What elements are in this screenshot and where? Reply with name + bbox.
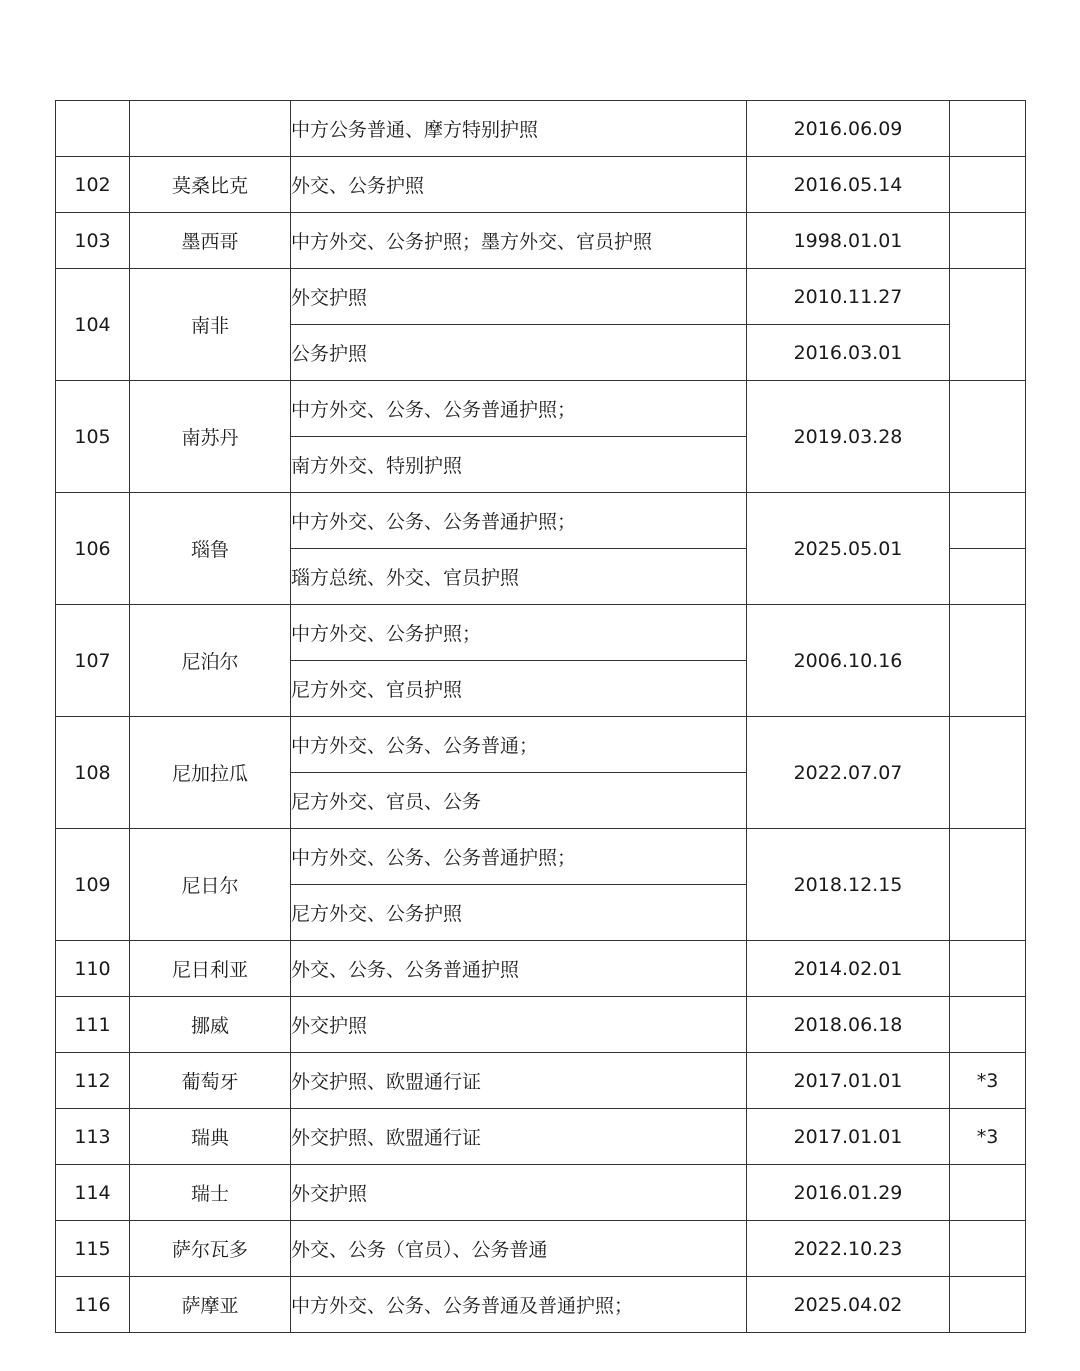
effective-date: 2010.11.27 — [747, 269, 950, 325]
passport-types: 外交、公务、公务普通护照 — [291, 941, 747, 997]
passport-types: 外交护照 — [291, 997, 747, 1053]
remark — [950, 717, 1026, 829]
row-number: 105 — [56, 381, 130, 493]
row-number: 107 — [56, 605, 130, 717]
country-name: 挪威 — [130, 997, 291, 1053]
remark — [950, 549, 1026, 605]
passport-types: 中方外交、公务、公务普通； — [291, 717, 747, 773]
table-row — [56, 1109, 1026, 1165]
row-number: 104 — [56, 269, 130, 381]
table-row — [56, 1165, 1026, 1221]
passport-types: 外交护照 — [291, 1165, 747, 1221]
row-number: 112 — [56, 1053, 130, 1109]
row-number: 114 — [56, 1165, 130, 1221]
passport-types: 瑙方总统、外交、官员护照 — [291, 549, 747, 605]
effective-date: 2025.04.02 — [747, 1277, 950, 1333]
remark — [950, 605, 1026, 717]
passport-types: 中方外交、公务、公务普通护照； — [291, 829, 747, 885]
row-number: 106 — [56, 493, 130, 605]
row-number: 113 — [56, 1109, 130, 1165]
remark — [950, 1165, 1026, 1221]
table-row — [56, 605, 1026, 661]
row-number: 111 — [56, 997, 130, 1053]
effective-date: 2018.12.15 — [747, 829, 950, 941]
remark — [950, 829, 1026, 941]
country-name: 尼泊尔 — [130, 605, 291, 717]
country-name: 葡萄牙 — [130, 1053, 291, 1109]
effective-date: 2006.10.16 — [747, 605, 950, 717]
row-number: 102 — [56, 157, 130, 213]
country-name: 尼日尔 — [130, 829, 291, 941]
remark — [950, 213, 1026, 269]
effective-date: 2016.05.14 — [747, 157, 950, 213]
passport-types: 外交护照 — [291, 269, 747, 325]
country-name: 瑞士 — [130, 1165, 291, 1221]
row-number — [56, 101, 130, 157]
passport-types: 外交、公务（官员）、公务普通 — [291, 1221, 747, 1277]
table-row — [56, 997, 1026, 1053]
passport-types: 外交护照、欧盟通行证 — [291, 1109, 747, 1165]
table-row — [56, 101, 1026, 157]
country-name — [130, 101, 291, 157]
country-name: 萨尔瓦多 — [130, 1221, 291, 1277]
row-number: 110 — [56, 941, 130, 997]
country-name: 南苏丹 — [130, 381, 291, 493]
effective-date: 2022.10.23 — [747, 1221, 950, 1277]
effective-date: 2017.01.01 — [747, 1053, 950, 1109]
passport-types: 尼方外交、官员护照 — [291, 661, 747, 717]
country-name: 瑙鲁 — [130, 493, 291, 605]
effective-date: 2016.06.09 — [747, 101, 950, 157]
passport-types: 尼方外交、官员、公务 — [291, 773, 747, 829]
passport-types: 中方外交、公务、公务普通及普通护照； — [291, 1277, 747, 1333]
passport-types: 中方公务普通、摩方特别护照 — [291, 101, 747, 157]
passport-types: 中方外交、公务、公务普通护照； — [291, 493, 747, 549]
table-row — [56, 829, 1026, 885]
effective-date: 2019.03.28 — [747, 381, 950, 493]
effective-date: 2017.01.01 — [747, 1109, 950, 1165]
row-number: 116 — [56, 1277, 130, 1333]
table-row — [56, 1053, 1026, 1109]
remark — [950, 269, 1026, 381]
remark — [950, 493, 1026, 549]
country-name: 瑞典 — [130, 1109, 291, 1165]
table-row — [56, 717, 1026, 773]
table-row — [56, 157, 1026, 213]
effective-date: 2016.01.29 — [747, 1165, 950, 1221]
effective-date: 2014.02.01 — [747, 941, 950, 997]
effective-date: 1998.01.01 — [747, 213, 950, 269]
remark — [950, 997, 1026, 1053]
effective-date: 2022.07.07 — [747, 717, 950, 829]
row-number: 115 — [56, 1221, 130, 1277]
remark — [950, 157, 1026, 213]
visa-exemption-table — [55, 100, 1026, 1333]
country-name: 南非 — [130, 269, 291, 381]
country-name: 萨摩亚 — [130, 1277, 291, 1333]
effective-date: 2016.03.01 — [747, 325, 950, 381]
remark — [950, 941, 1026, 997]
remark — [950, 101, 1026, 157]
table-row — [56, 1221, 1026, 1277]
remark — [950, 381, 1026, 493]
country-name: 尼日利亚 — [130, 941, 291, 997]
passport-types: 外交、公务护照 — [291, 157, 747, 213]
country-name: 莫桑比克 — [130, 157, 291, 213]
table-row — [56, 941, 1026, 997]
passport-types: 中方外交、公务护照； — [291, 605, 747, 661]
passport-types: 南方外交、特别护照 — [291, 437, 747, 493]
passport-types: 尼方外交、公务护照 — [291, 885, 747, 941]
passport-types: 中方外交、公务、公务普通护照； — [291, 381, 747, 437]
country-name: 墨西哥 — [130, 213, 291, 269]
table-row — [56, 381, 1026, 437]
row-number: 103 — [56, 213, 130, 269]
remark — [950, 1221, 1026, 1277]
remark — [950, 1277, 1026, 1333]
table-row — [56, 213, 1026, 269]
remark: *3 — [950, 1109, 1026, 1165]
row-number: 108 — [56, 717, 130, 829]
passport-types: 中方外交、公务护照；墨方外交、官员护照 — [291, 213, 747, 269]
table-row — [56, 1277, 1026, 1333]
country-name: 尼加拉瓜 — [130, 717, 291, 829]
effective-date: 2025.05.01 — [747, 493, 950, 605]
effective-date: 2018.06.18 — [747, 997, 950, 1053]
remark: *3 — [950, 1053, 1026, 1109]
table-row — [56, 269, 1026, 325]
passport-types: 公务护照 — [291, 325, 747, 381]
passport-types: 外交护照、欧盟通行证 — [291, 1053, 747, 1109]
table-row — [56, 493, 1026, 549]
row-number: 109 — [56, 829, 130, 941]
